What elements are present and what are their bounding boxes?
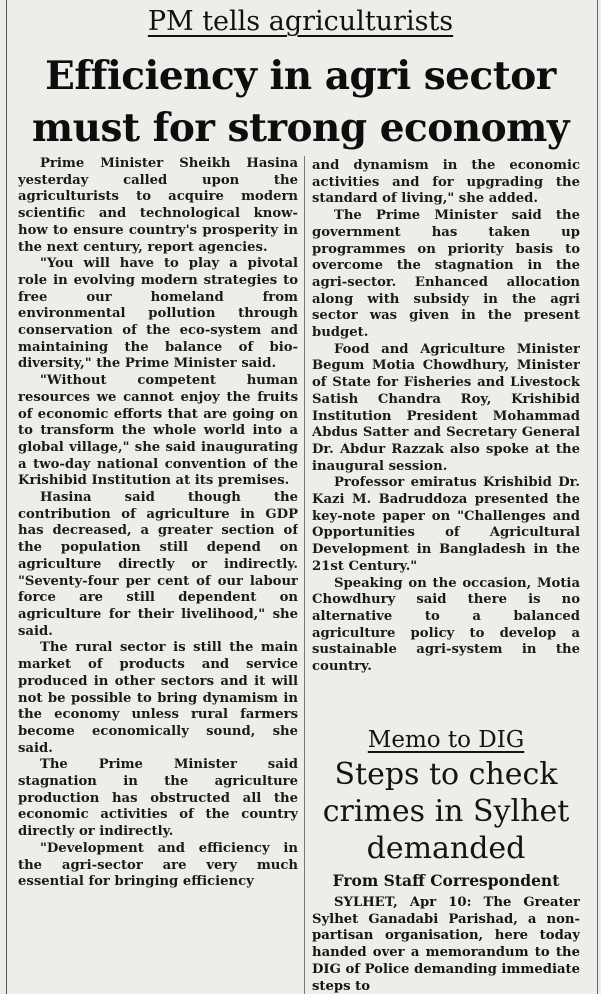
paragraph: The Prime Minister said the government has taken up programmes on priority basis to overcome the stagnation in the agri-sector. Enhanced allocation along with subsidy in the agri sector was given in the present budget. [312, 208, 580, 341]
paragraph: The rural sector is still the main market of products and service produced in other sectors and it will not be possible to bring dynamism in the economy unless rural farmers become economically sound, she said. [18, 640, 298, 756]
sub-headline-line-3: demanded [366, 831, 526, 866]
paragraph: Speaking on the occasion, Motia Chowdhury said there is no alternative to a balanced agriculture policy to develop a sustainable agri-system in the country. [312, 575, 580, 675]
paragraph: Professor emiratus Krishibid Dr. Kazi M. Badruddoza presented the key-note paper on "Challenges and Opportunities of Agricultural Development in Bangladesh in the 21st Century." [312, 475, 580, 574]
paragraph: SYLHET, Apr 10: The Greater Sylhet Ganadabi Parishad, a non-partisan organisation, here today handed over a memorandum to the DIG of Police demanding immediate steps to [312, 895, 580, 994]
paragraph: "You will have to play a pivotal role in evolving modern strategies to free our homeland from environmental pollution through conservation of the eco-system and maintaining the balance of bio-diversity," the Prime Minister said. [18, 256, 298, 372]
article-column-left [18, 156, 298, 994]
second-article-body [312, 895, 580, 994]
article-kicker: PM tells agriculturists [147, 6, 454, 37]
second-article-headline [312, 756, 580, 867]
paragraph: "Development and efficiency in the agri-sector are very much essential for bringing efficiency [18, 840, 298, 890]
headline-line-2: must for strong economy [31, 105, 570, 151]
headline-line-1: Efficiency in agri sector [45, 53, 556, 99]
byline: From Staff Correspondent [332, 871, 560, 890]
paragraph: Prime Minister Sheikh Hasina yesterday called upon the agriculturists to acquire modern scientific and technological know-how to ensure country's prosperity in the next century, report agencies. [18, 156, 298, 255]
paragraph: Food and Agriculture Minister Begum Motia Chowdhury, Minister of State for Fisheries and Livestock Satish Chandra Roy, Krishibid Institution President Mohammad Abdus Satter and Secretary General Dr. Abdur Razzak also spoke at the inaugural session. [312, 341, 580, 474]
second-article-kicker: Memo to DIG [367, 727, 525, 753]
article-headline [0, 50, 601, 154]
paragraph: and dynamism in the economic activities and for upgrading the standard of living," she added. [312, 158, 580, 207]
paragraph: Hasina said though the contribution of agriculture in GDP has decreased, a greater section of the population still depend on agriculture directly or indirectly. "Seventy-four per cent of our labour force are still dependent on agriculture for their livelihood," she said. [18, 490, 298, 639]
paragraph: The Prime Minister said stagnation in the agriculture production has obstructed all the economic activities of the country directly or indirectly. [18, 757, 298, 840]
column-divider [304, 156, 305, 994]
sub-headline-line-2: crimes in Sylhet [322, 794, 570, 829]
sub-headline-line-1: Steps to check [334, 757, 558, 792]
article-column-right [312, 158, 580, 718]
paragraph: "Without competent human resources we cannot enjoy the fruits of economic efforts that are going on to transform the whole world into a global village," she said inaugurating a two-day national convention of the Krishibid Institution at its premises. [18, 373, 298, 489]
